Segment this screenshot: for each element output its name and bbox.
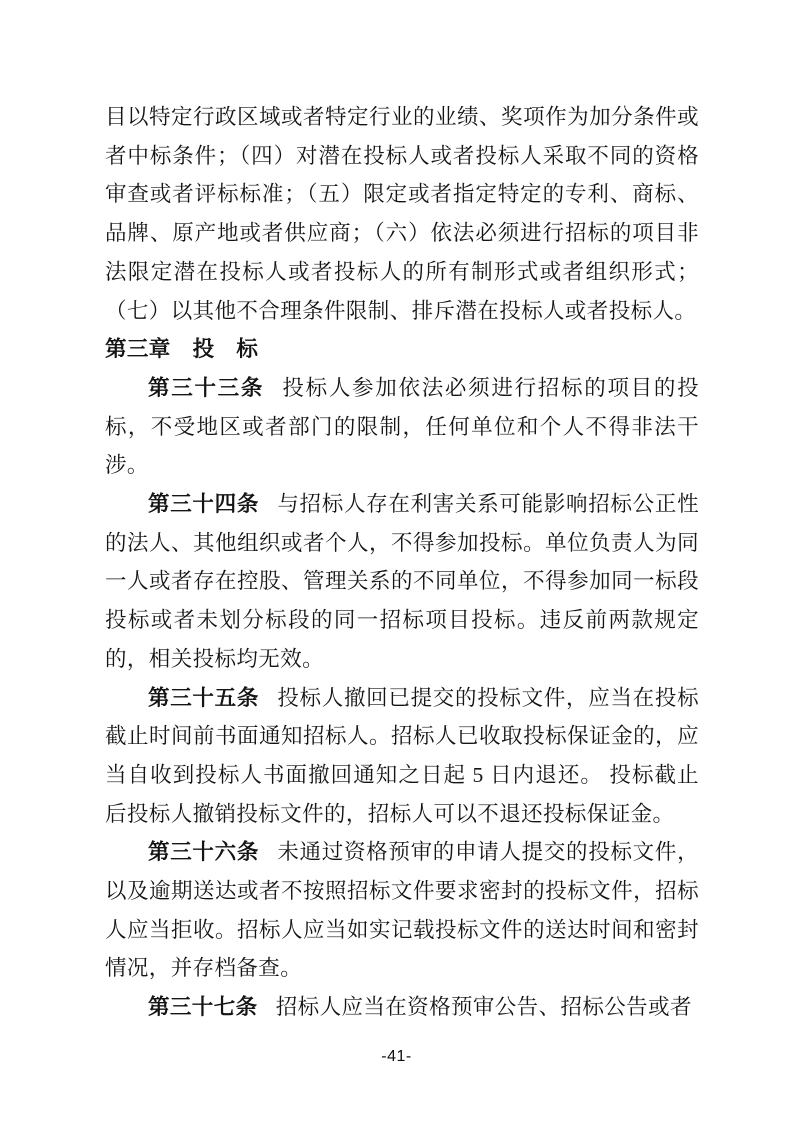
article-34-text: 与招标人存在利害关系可能影响招标公正性的法人、其他组织或者个人，不得参加投标。单位负责人为同一人或者存在控股、管理关系的不同单位，不得参加同一标段投标或者未划分标段的同一招标项目投标。违反前两款规定的，相关投标均无效。 bbox=[105, 492, 699, 671]
article-37-paragraph bbox=[105, 988, 699, 1027]
article-36-text: 未通过资格预审的申请人提交的投标文件，以及逾期送达或者不按照招标文件要求密封的投标文件，招标人应当拒收。招标人应当如实记载投标文件的送达时间和密封情况，并存档备查。 bbox=[105, 840, 699, 981]
article-36-paragraph bbox=[105, 833, 699, 988]
article-36-number: 第三十六条 bbox=[148, 840, 260, 865]
page-number: -41- bbox=[381, 1048, 412, 1065]
article-33-paragraph bbox=[105, 369, 699, 485]
article-34-number: 第三十四条 bbox=[148, 492, 260, 517]
article-33-text: 投标人参加依法必须进行招标的项目的投标，不受地区或者部门的限制，任何单位和个人不得非法干涉。 bbox=[105, 375, 699, 478]
article-33-number: 第三十三条 bbox=[148, 375, 265, 400]
document-content bbox=[105, 98, 699, 1027]
article-35-text: 投标人撤回已提交的投标文件，应当在投标截止时间前书面通知招标人。招标人已收取投标保证金的，应当自收到投标人书面撤回通知之日起 5 日内退还。 投标截止后投标人撤销投标文件的，招标人可以不退还投标保证金。 bbox=[105, 685, 699, 826]
article-34-paragraph bbox=[105, 485, 699, 679]
article-37-number: 第三十七条 bbox=[148, 995, 258, 1020]
article-35-number: 第三十五条 bbox=[148, 685, 260, 710]
chapter-heading: 第三章 投 标 bbox=[105, 337, 259, 362]
article-37-text: 招标人应当在资格预审公告、招标公告或者 bbox=[275, 995, 692, 1020]
article-35-paragraph bbox=[105, 679, 699, 834]
paragraph-continuation: 目以特定行政区域或者特定行业的业绩、奖项作为加分条件或者中标条件；（四）对潜在投标人或者投标人采取不同的资格审查或者评标标准；（五）限定或者指定特定的专利、商标、品牌、原产地或者供应商；（六）依法必须进行招标的项目非法限定潜在投标人或者投标人的所有制形式或者组织形式；（七）以其他不合理条件限制、排斥潜在投标人或者投标人。 bbox=[105, 105, 699, 323]
